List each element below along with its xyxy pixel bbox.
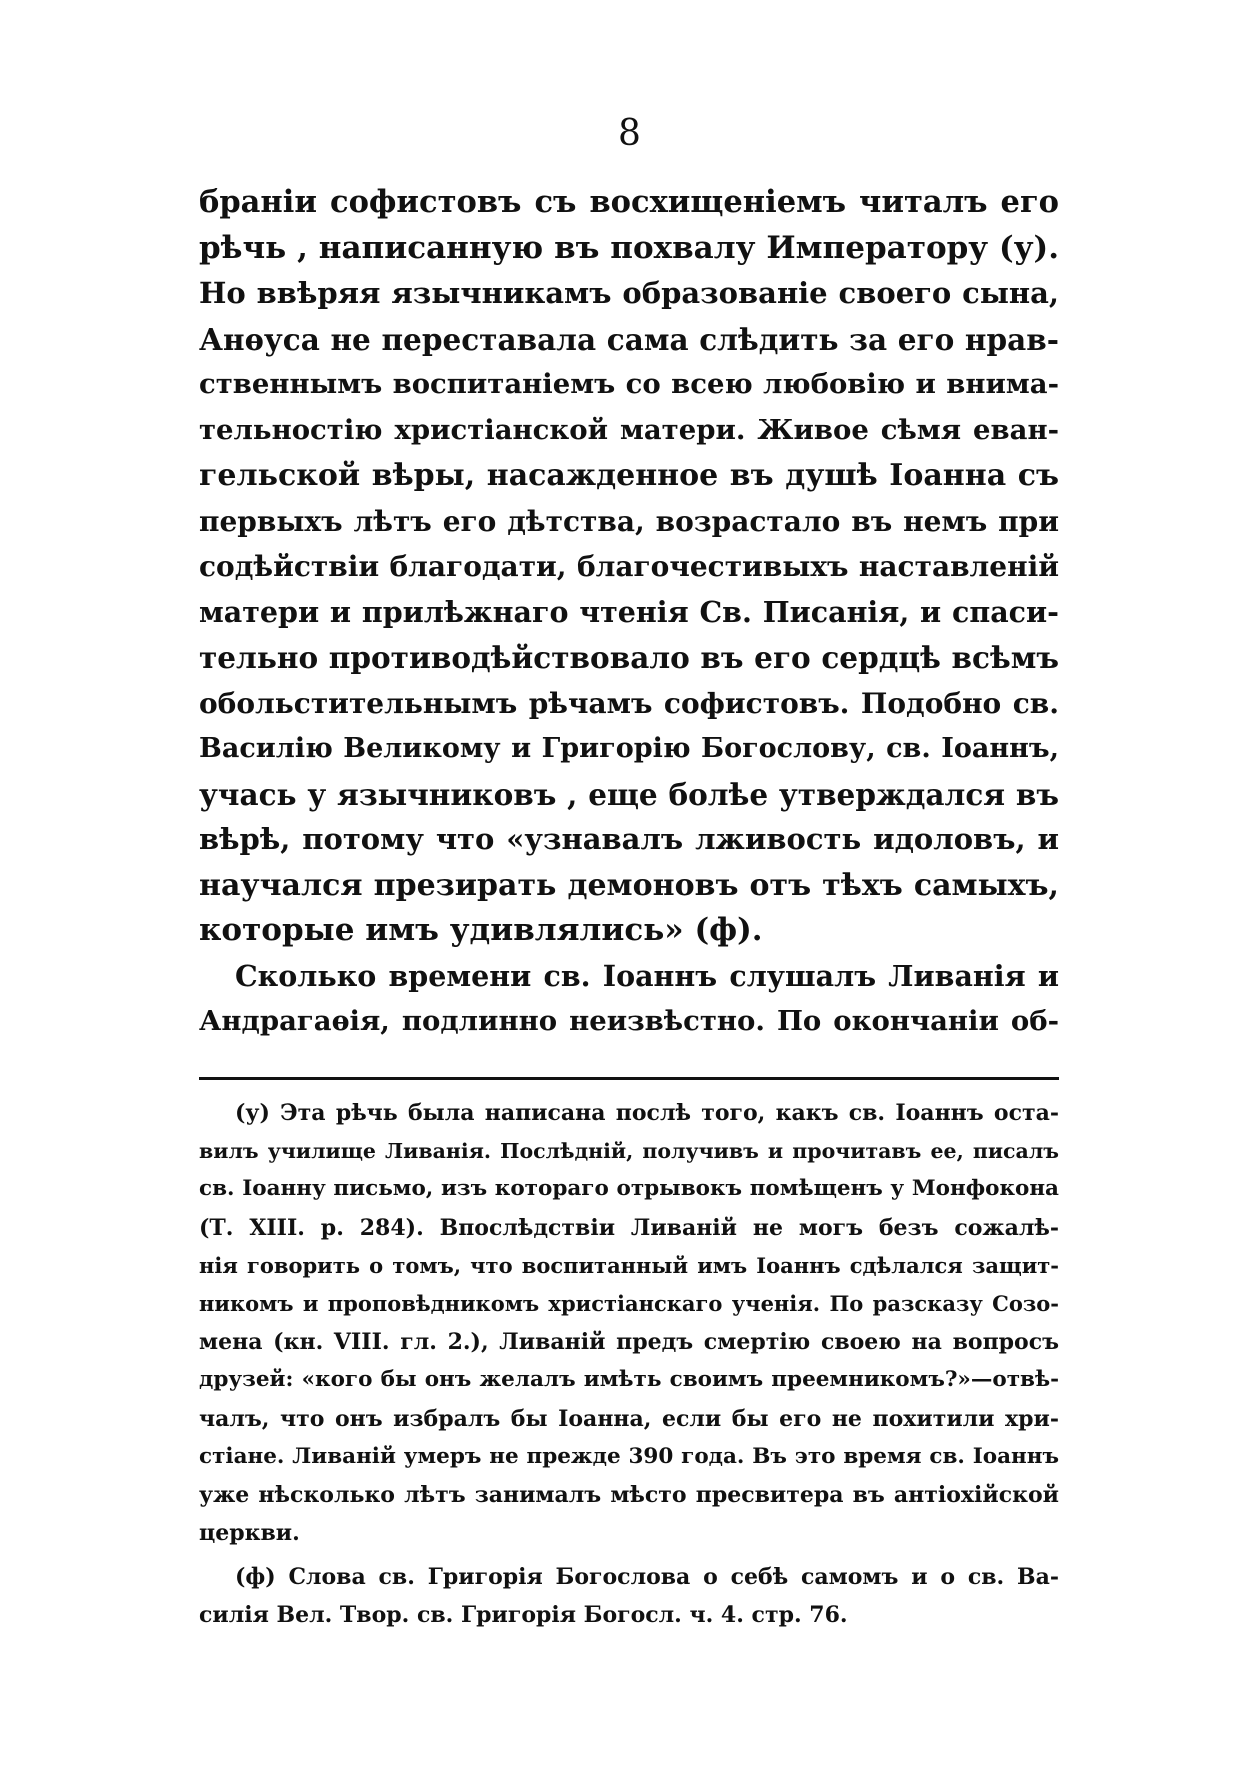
- text-line: учась у язычниковъ , еще болѣе утверждался въ: [199, 776, 1059, 812]
- page-number: 8: [618, 113, 641, 154]
- text-line: Василію Великому и Григорію Богослову, св. Іоаннъ,: [199, 733, 1059, 764]
- text-line: обольстительнымъ рѣчамъ софистовъ. Подобно св.: [199, 686, 1059, 720]
- footnote-line: чалъ, что онъ избралъ бы Іоанна, если бы его не похитили хри-: [199, 1405, 1059, 1432]
- footnote-line: (Т. XIII. р. 284). Впослѣдствіи Ливаній не могъ безъ сожалѣ-: [199, 1214, 1059, 1241]
- footnote-line: уже нѣсколько лѣтъ занималъ мѣсто пресвитера въ антіохійской: [199, 1481, 1059, 1508]
- footnote-line: друзей: «кого бы онъ желалъ имѣть своимъ преемникомъ?»—отвѣ-: [199, 1367, 1059, 1393]
- text-line: Но ввѣряя язычникамъ образованіе своего сына,: [199, 276, 1059, 310]
- text-line: содѣйствіи благодати, благочестивыхъ наставленій: [199, 550, 1059, 583]
- text-line: рѣчь , написанную въ похвалу Императору (у).: [199, 229, 1059, 266]
- text-line: вѣрѣ, потому что «узнавалъ лживость идоловъ, и: [199, 822, 1059, 856]
- footnote-separator: [199, 1077, 1059, 1080]
- text-line: гельской вѣры, насажденное въ душѣ Іоанна съ: [199, 458, 1059, 493]
- text-line: которые имъ удивлялись» (ф).: [199, 912, 763, 948]
- footnote-line: мена (кн. VIII. гл. 2.), Ливаній предъ смертію своею на вопросъ: [199, 1329, 1059, 1356]
- text-line: матери и прилѣжнаго чтенія Св. Писанія, и спаси-: [199, 594, 1059, 629]
- text-line: браніи софистовъ съ восхищеніемъ читалъ его: [199, 184, 1059, 220]
- footnote-line: никомъ и проповѣдникомъ христіанскаго ученія. По разсказу Созо-: [199, 1290, 1059, 1316]
- text-line: Анѳуса не переставала сама слѣдить за его нрав-: [199, 321, 1059, 357]
- text-line: тельностію христіанской матери. Живое сѣмя еван-: [199, 413, 1059, 446]
- footnotes: [199, 1094, 1059, 1635]
- footnote-line: силія Вел. Твор. св. Григорія Богосл. ч. 4. стр. 76.: [199, 1602, 848, 1629]
- main-text: [199, 180, 1059, 1045]
- text-line: научался презирать демоновъ отъ тѣхъ самыхъ,: [199, 867, 1059, 903]
- footnote-line: (у) Эта рѣчь была написана послѣ того, какъ св. Іоаннъ оста-: [235, 1100, 1059, 1126]
- text-line: первыхъ лѣтъ его дѣтства, возрастало въ немъ при: [199, 504, 1059, 538]
- paragraph-start-line: Сколько времени св. Іоаннъ слушалъ Ливанія и: [235, 958, 1059, 993]
- footnote-line: (ф) Слова св. Григорія Богослова о себѣ самомъ и о св. Ва-: [235, 1564, 1059, 1591]
- text-line: тельно противодѣйствовало въ его сердцѣ всѣмъ: [199, 640, 1059, 675]
- text-line: ственнымъ воспитаніемъ со всею любовію и внима-: [199, 368, 1059, 400]
- text-line: Андрагаѳія, подлинно неизвѣстно. По окончаніи об-: [199, 1005, 1059, 1037]
- footnote-line: св. Іоанну письмо, изъ котораго отрывокъ помѣщенъ у Монфокона: [199, 1176, 1059, 1202]
- footnote-f: [199, 1558, 1059, 1634]
- footnote-line: нія говорить о томъ, что воспитанный имъ Іоаннъ сдѣлался защит-: [199, 1252, 1059, 1278]
- footnote-line: церкви.: [199, 1520, 300, 1547]
- footnote-line: стіане. Ливаній умеръ не прежде 390 года. Въ это время св. Іоаннъ: [199, 1443, 1059, 1469]
- footnote-line: вилъ училище Ливанія. Послѣдній, получивъ и прочитавъ ее, писалъ: [199, 1139, 1059, 1164]
- footnote-u: [199, 1094, 1059, 1552]
